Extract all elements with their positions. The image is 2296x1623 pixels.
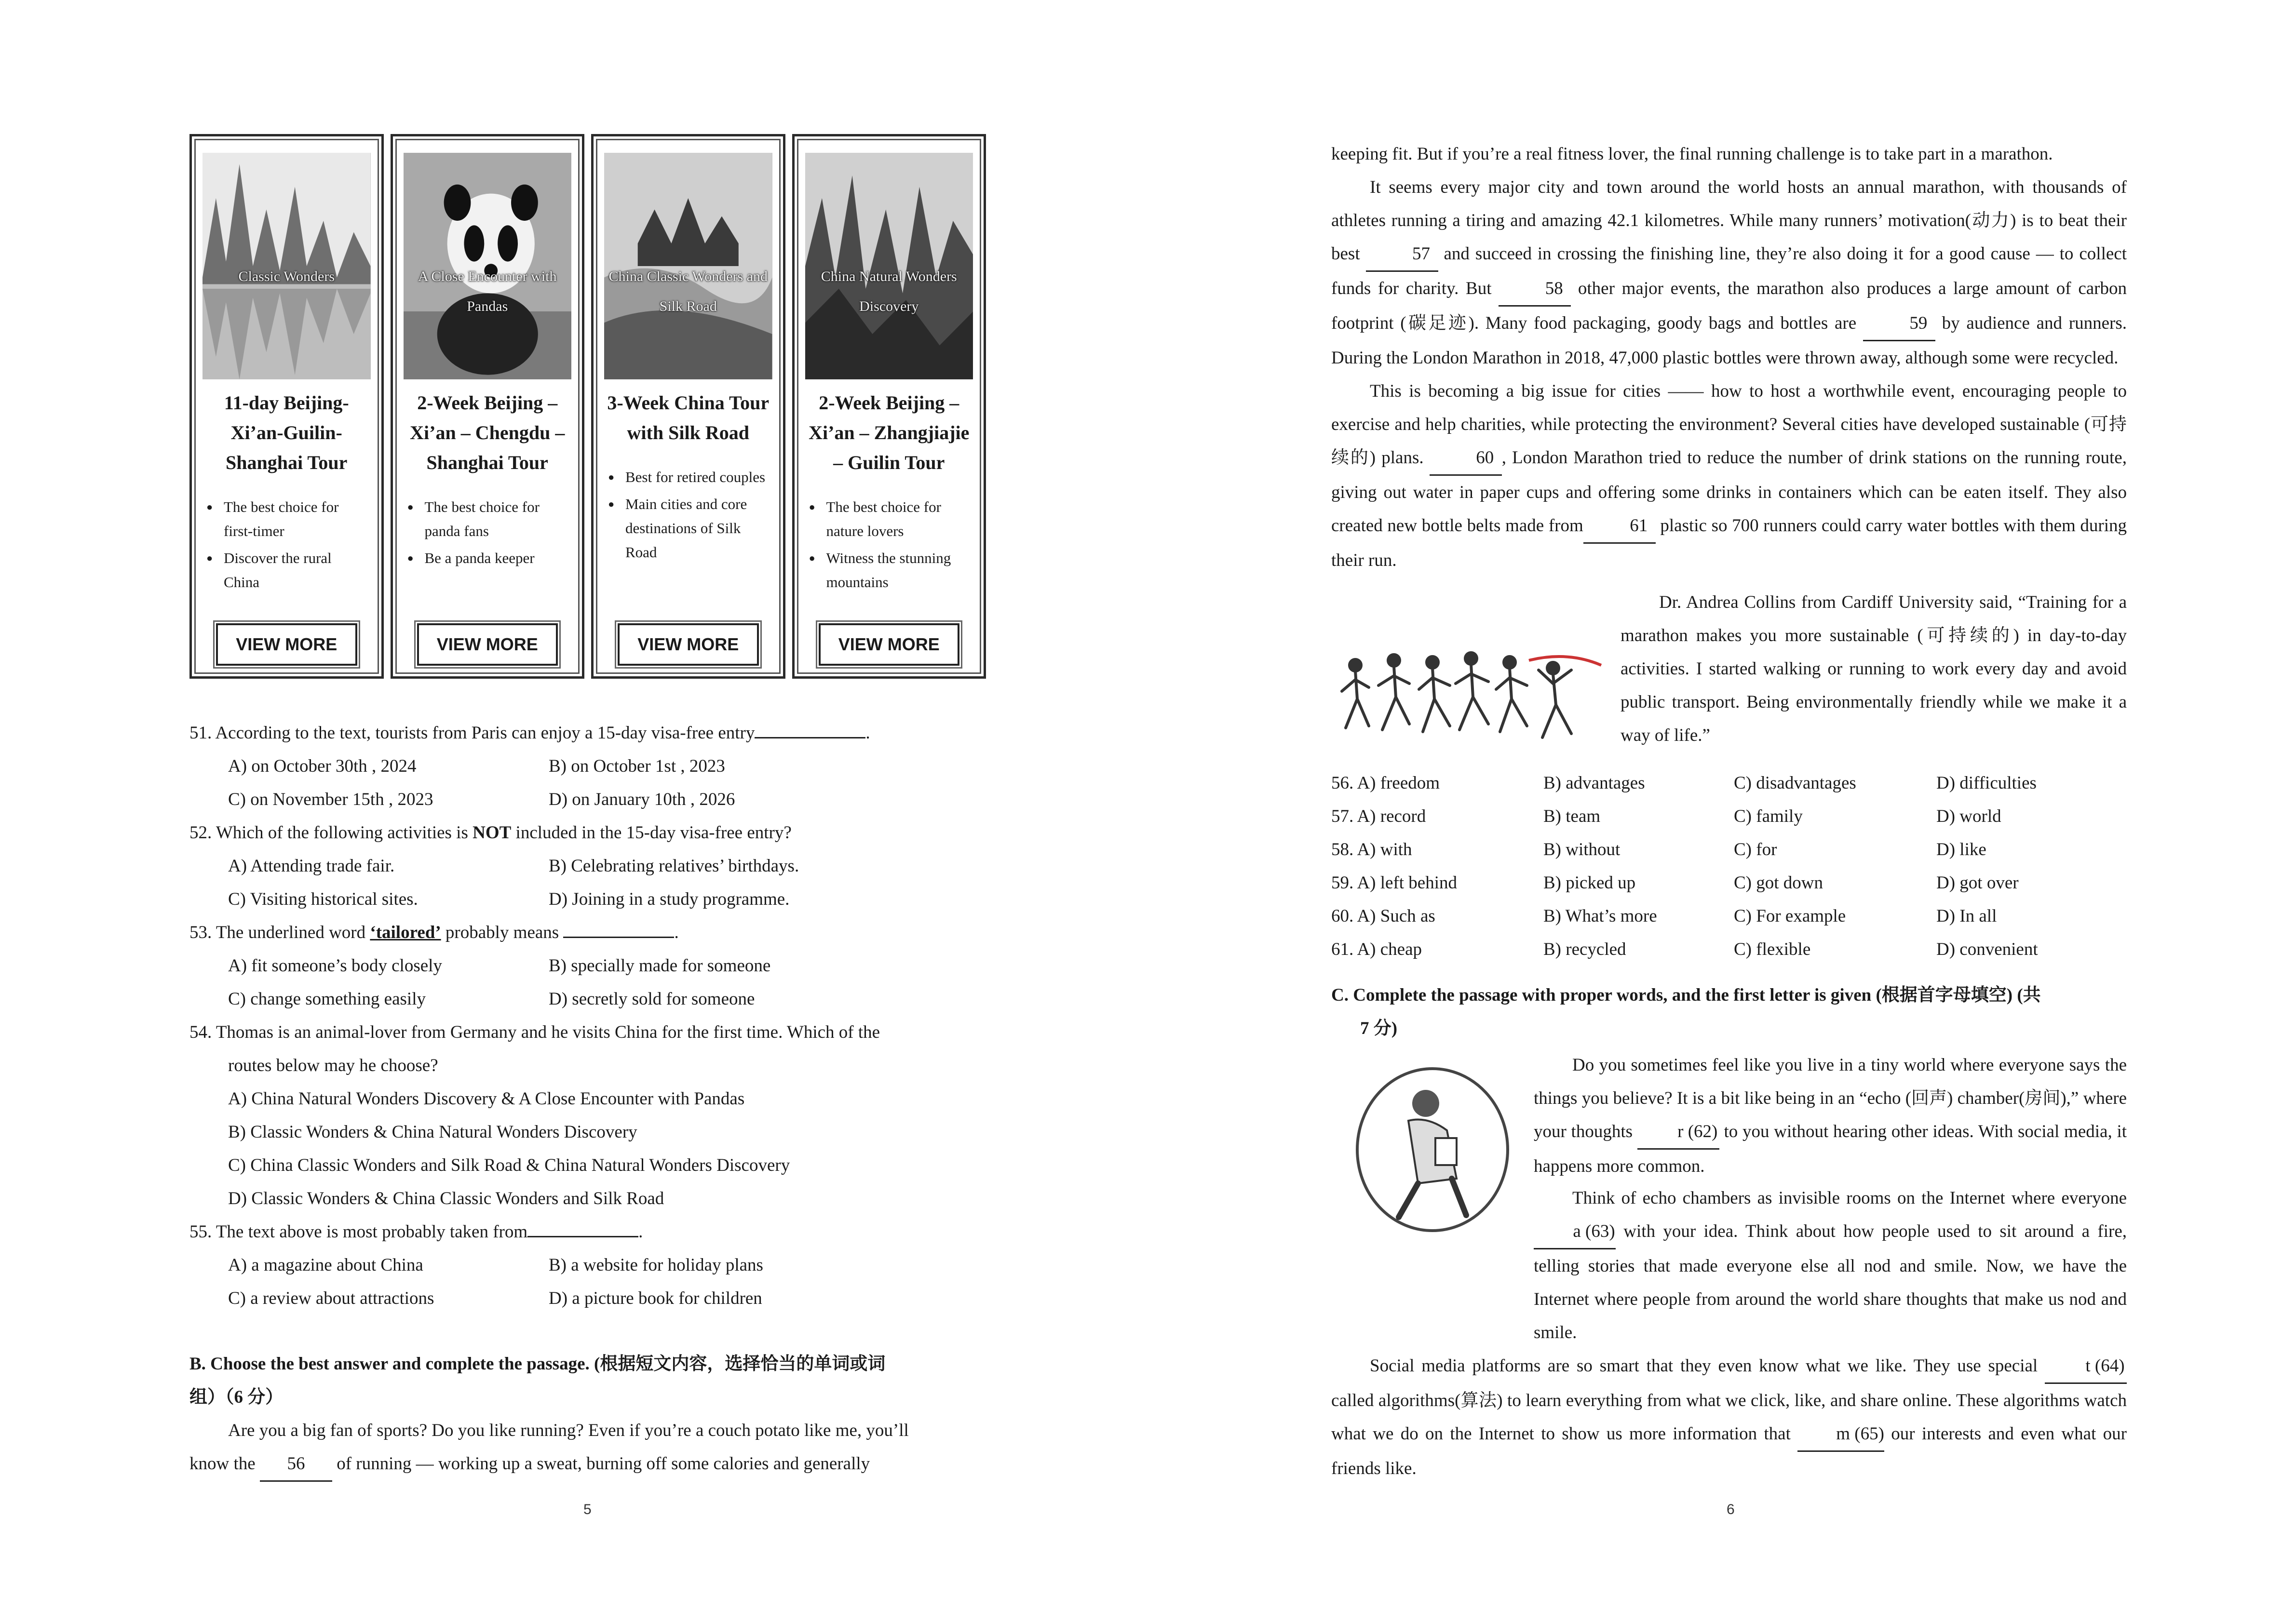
gap-56: 56 — [260, 1447, 332, 1482]
passage-text: other major events, the marathon also produces a large amount of carbon footprint (碳足迹). Many food packaging, goody bags and bottles are — [1331, 279, 2127, 333]
passage-text: know the — [189, 1454, 260, 1474]
view-more-button[interactable]: VIEW MORE — [618, 623, 759, 666]
option-d: D) Joining in a study programme. — [549, 889, 790, 909]
option-b: B) Classic Wonders & China Natural Wonders Discovery — [228, 1122, 637, 1142]
option-c: C) flexible — [1734, 939, 1811, 959]
option-row — [1331, 833, 2127, 866]
card-title: 3-Week China Tour with Silk Road — [607, 392, 770, 443]
option-b: B) a website for holiday plans — [549, 1255, 763, 1275]
gap-61: 61 — [1583, 509, 1656, 544]
option-a: 61. A) cheap — [1331, 939, 1422, 959]
option-d: D) world — [1936, 806, 2001, 826]
passage-text: Do you sometimes feel like you live in a tiny world where everyone says the things you believe? It is a bit like being in an “echo (回声) chamber(房间),” where your thoughts — [1534, 1055, 2127, 1141]
underlined-word: ‘tailored’ — [370, 923, 441, 942]
tour-card — [792, 134, 986, 679]
option-d: D) Classic Wonders & China Classic Wonders and Silk Road — [228, 1189, 664, 1208]
question-55: 55. The text above is most probably taken from . A) a magazine about China B) a website for holiday plans C) a review about attractions D) a picture book for children — [189, 1215, 869, 1315]
passage-text: It seems every major city and town around the world hosts an annual marathon, with thousands of athletes running a tiring and amazing 42.1 kilometres. While many runners’ motivation(动力) is to beat their best — [1331, 177, 2127, 264]
option-a: A) Attending trade fair. — [228, 856, 395, 876]
passage-text: and succeed in crossing the finishing line, they’re also doing it for a good cause — to collect funds for charity. But — [1331, 244, 2127, 298]
gap-57: 57 — [1366, 237, 1438, 272]
option-row — [1331, 933, 2127, 966]
option-c: C) For example — [1734, 906, 1846, 926]
option-b: B) without — [1543, 840, 1621, 859]
gap-64: t (64) — [2045, 1349, 2127, 1384]
passage-text: by audience and runners. During the London Marathon in 2018, 47,000 plastic bottles were thrown away, although some were recycled. — [1331, 313, 2127, 368]
option-c: C) China Classic Wonders and Silk Road & China Natural Wonders Discovery — [228, 1155, 790, 1175]
option-row — [1331, 899, 2127, 933]
option-b: B) What’s more — [1543, 906, 1657, 926]
option-c: C) Visiting historical sites. — [228, 889, 418, 909]
card-bullet: ● The best choice for panda fans — [404, 495, 572, 543]
card-bullet: ● Main cities and core destinations of Silk Road — [604, 492, 772, 564]
section-b-quote — [1621, 586, 2127, 752]
option-a: A) a magazine about China — [228, 1255, 423, 1275]
question-stem-emphasis: NOT — [473, 823, 512, 843]
option-d: D) convenient — [1936, 939, 2038, 959]
option-c: C) change something easily — [228, 989, 426, 1009]
section-heading: 7 分) — [1360, 1019, 1398, 1038]
passage-text: with your idea. Think about how people used to sit around a fire, telling stories that made everyone else all nod and smile. Now, we have the Internet where people from around the world share thoughts that make us nod and smile. — [1534, 1221, 2127, 1342]
option-a: 57. A) record — [1331, 806, 1426, 826]
question-stem: 53. The underlined word — [189, 923, 370, 942]
gap-59: 59 — [1863, 307, 1935, 341]
question-53: 53. The underlined word ‘tailored’ probably means . A) fit someone’s body closely B) specially made for someone C) change something easily D) secretly sold for someone — [189, 916, 869, 1016]
option-a: A) on October 30th , 2024 — [228, 756, 417, 776]
card-bullet: ● Best for retired couples — [604, 465, 772, 489]
question-stem: 51. According to the text, tourists from Paris can enjoy a 15-day visa-free entry — [189, 723, 755, 743]
option-d: D) secretly sold for someone — [549, 989, 755, 1009]
card-title: 2-Week Beijing – Xi’an – Zhangjiajie – Guilin Tour — [809, 392, 970, 473]
option-d: D) on January 10th , 2026 — [549, 790, 735, 809]
option-c: C) got down — [1734, 873, 1823, 893]
gap-63: a (63) — [1534, 1215, 1616, 1249]
card-bullets — [404, 495, 572, 570]
passage-text: to you without hearing other ideas. With social media, it happens more common. — [1534, 1122, 2127, 1176]
question-stem: routes below may he choose? — [228, 1056, 438, 1075]
passage-text: Social media platforms are so smart that they even know what we like. They use special — [1370, 1356, 2045, 1376]
section-heading: B. Choose the best answer and complete the passage. (根据短文内容，选择恰当的单词或词 — [189, 1354, 886, 1374]
passage-text: our interests and even what our friends like. — [1331, 1424, 2127, 1478]
question-stem: probably means — [441, 923, 559, 942]
section-heading: 组）（6 分） — [189, 1387, 284, 1407]
option-a: 60. A) Such as — [1331, 906, 1435, 926]
view-more-button[interactable]: VIEW MORE — [216, 623, 357, 666]
passage-line: Are you a big fan of sports? Do you like running? Even if you’re a couch potato like me, you’ll — [228, 1421, 909, 1440]
option-b: B) picked up — [1543, 873, 1636, 893]
option-a: A) China Natural Wonders Discovery & A Close Encounter with Pandas — [228, 1089, 745, 1109]
passage-line: keeping fit. But if you’re a real fitness lover, the final running challenge is to take part in a marathon. — [1331, 144, 2053, 164]
page-number: 5 — [583, 1502, 592, 1517]
view-more-button[interactable]: VIEW MORE — [819, 623, 960, 666]
option-a: 56. A) freedom — [1331, 773, 1440, 793]
section-heading: C. Complete the passage with proper words, and the first letter is given (根据首字母填空) (共 — [1331, 985, 2041, 1005]
section-c-heading — [1331, 979, 2127, 1045]
tour-card — [189, 134, 384, 679]
tour-card — [591, 134, 785, 679]
question-stem: included in the 15-day visa-free entry? — [511, 823, 792, 843]
option-d: D) a picture book for children — [549, 1288, 762, 1308]
passage-text: This is becoming a big issue for cities —— how to host a worthwhile event, encouraging people to exercise and help charities, while protecting the environment? Several cities have developed sustainable (可持续的) plans. — [1331, 381, 2127, 468]
answer-blank — [755, 737, 865, 738]
card-photo-panda — [404, 153, 572, 379]
card-bullet: ● The best choice for first-timer — [203, 495, 371, 543]
card-photo-silk-road — [604, 153, 772, 379]
gap-65: m (65) — [1797, 1417, 1884, 1452]
option-row — [1331, 766, 2127, 800]
question-stem: 55. The text above is most probably taken from — [189, 1222, 528, 1242]
option-c: C) for — [1734, 840, 1777, 859]
section-b-options — [1331, 766, 2127, 966]
passage-line: Dr. Andrea Collins from Cardiff University said, “Training for a marathon makes you more sustainable (可持续的) in day-to-day activities. I started walking or running to work every day and avoid public transport. Being environmentally friendly while we make it a way of life.” — [1621, 592, 2127, 745]
tour-cards — [189, 134, 986, 679]
option-b: B) on October 1st , 2023 — [549, 756, 725, 776]
option-d: D) got over — [1936, 873, 2019, 893]
section-b-passage — [1331, 137, 2127, 577]
card-bullet: ● The best choice for nature lovers — [805, 495, 973, 543]
passage-text: of running — working up a sweat, burning off some calories and generally — [332, 1454, 870, 1474]
option-d: D) like — [1936, 840, 1986, 859]
runners-illustration — [1336, 641, 1606, 752]
card-bullet: ● Witness the stunning mountains — [805, 546, 973, 594]
card-title: 11-day Beijing-Xi’an-Guilin-Shanghai Tour — [224, 392, 349, 473]
card-bullet: ● Be a panda keeper — [404, 546, 572, 570]
answer-blank — [527, 1236, 638, 1237]
option-a: 59. A) left behind — [1331, 873, 1458, 893]
answer-blank — [563, 937, 674, 938]
option-b: B) recycled — [1543, 939, 1626, 959]
passage-text: plastic so 700 runners could carry water bottles with them during their run. — [1331, 516, 2127, 570]
passage-text: Think of echo chambers as invisible rooms on the Internet where everyone — [1572, 1188, 2127, 1208]
question-stem: 54. Thomas is an animal-lover from Germany and he visits China for the first time. Which of the — [189, 1022, 880, 1042]
card-bullets — [604, 465, 772, 564]
option-b: B) team — [1543, 806, 1601, 826]
right-page — [1148, 0, 2296, 1623]
section-c-p2 — [1331, 1181, 2127, 1485]
card-photo-natural — [805, 153, 973, 379]
card-title: 2-Week Beijing – Xi’an – Chengdu – Shanghai Tour — [410, 392, 565, 473]
question-52 — [189, 816, 869, 916]
view-more-button[interactable]: VIEW MORE — [417, 623, 558, 666]
option-a: A) fit someone’s body closely — [228, 956, 442, 976]
option-b: B) Celebrating relatives’ birthdays. — [549, 856, 799, 876]
question-51: 51. According to the text, tourists from Paris can enjoy a 15-day visa-free entry . A) on October 30th , 2024 B) on October 1st , 2023 C) on November 15th , 2023 D) on January 10th , 2026 — [189, 716, 870, 816]
gap-58: 58 — [1499, 272, 1571, 307]
passage-text: called algorithms(算法) to learn everything from what we click, like, and share online. These algorithms watch what we do on the Internet to show us more information that — [1331, 1391, 2127, 1444]
card-photo-caption: China Natural Wonders Discovery — [821, 268, 957, 314]
section-c-p1 — [1534, 1048, 2127, 1183]
card-bullets — [805, 495, 973, 594]
passage-text: , London Marathon tried to reduce the number of drink stations on the running route, giving out water in paper cups and offering some drinks in containers which can be eaten itself. They also created new bottle belts made from — [1331, 448, 2127, 536]
option-d: D) In all — [1936, 906, 1997, 926]
card-photo-mountains — [203, 153, 371, 379]
question-stem: 52. Which of the following activities is — [189, 823, 473, 843]
option-a: 58. A) with — [1331, 840, 1412, 859]
card-photo-caption: A Close Encounter with Pandas — [418, 268, 557, 314]
gap-62: r (62) — [1637, 1115, 1719, 1150]
card-bullet: ● Discover the rural China — [203, 546, 371, 594]
option-c: C) disadvantages — [1734, 773, 1856, 793]
gap-60: 60 — [1430, 441, 1502, 476]
option-row — [1331, 800, 2127, 833]
question-54 — [189, 1016, 880, 1215]
card-photo-caption: China Classic Wonders and Silk Road — [608, 268, 768, 314]
runners-image — [1336, 641, 1606, 752]
option-c: C) family — [1734, 806, 1803, 826]
card-photo-caption: Classic Wonders — [238, 268, 335, 284]
section-b-intro — [189, 1347, 986, 1482]
option-b: B) specially made for someone — [549, 956, 771, 976]
option-c: C) a review about attractions — [228, 1288, 434, 1308]
card-bullets — [203, 495, 371, 594]
option-b: B) advantages — [1543, 773, 1645, 793]
page-number: 6 — [1727, 1502, 1735, 1517]
option-row — [1331, 866, 2127, 899]
option-c: C) on November 15th , 2023 — [228, 790, 433, 809]
option-d: D) difficulties — [1936, 773, 2037, 793]
tour-card — [391, 134, 585, 679]
